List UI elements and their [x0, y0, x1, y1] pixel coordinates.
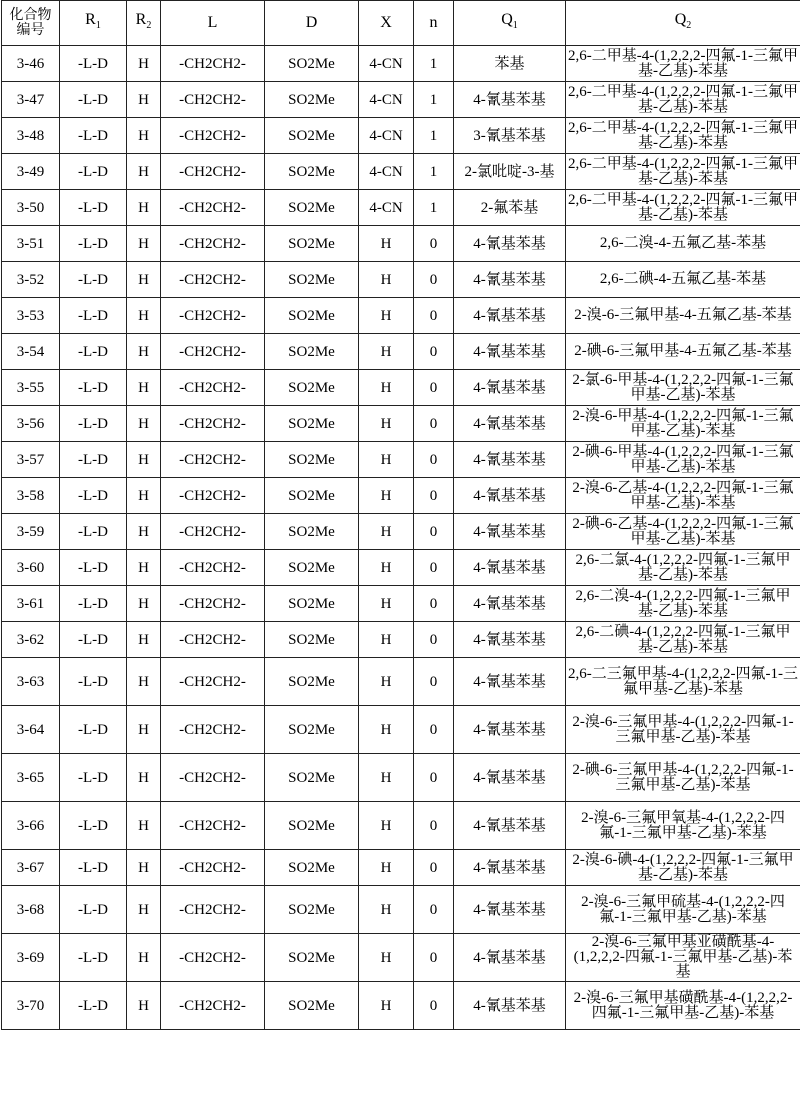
cell-n: 0: [414, 262, 454, 298]
cell-x: H: [359, 706, 414, 754]
cell-q2: 2,6-二甲基-4-(1,2,2,2-四氟-1-三氟甲基-乙基)-苯基: [566, 46, 800, 82]
cell-q1: 4-氰基苯基: [454, 406, 566, 442]
cell-compound-no: 3-46: [2, 46, 60, 82]
table-row: [2, 706, 800, 754]
cell-n: 0: [414, 982, 454, 1030]
cell-compound-no: 3-70: [2, 982, 60, 1030]
cell-l: -CH2CH2-: [161, 298, 265, 334]
cell-q2: 2,6-二甲基-4-(1,2,2,2-四氟-1-三氟甲基-乙基)-苯基: [566, 118, 800, 154]
header-d: D: [265, 1, 359, 46]
table-row: [2, 622, 800, 658]
cell-l: -CH2CH2-: [161, 190, 265, 226]
cell-l: -CH2CH2-: [161, 478, 265, 514]
cell-r1: -L-D: [60, 658, 127, 706]
cell-d: SO2Me: [265, 226, 359, 262]
cell-r2: H: [127, 226, 161, 262]
cell-n: 0: [414, 334, 454, 370]
cell-x: H: [359, 622, 414, 658]
cell-r2: H: [127, 706, 161, 754]
table-row: [2, 334, 800, 370]
cell-q1: 4-氰基苯基: [454, 226, 566, 262]
header-q1: Q1: [454, 1, 566, 46]
cell-q2: 2,6-二碘-4-五氟乙基-苯基: [566, 262, 800, 298]
cell-l: -CH2CH2-: [161, 586, 265, 622]
cell-r1: -L-D: [60, 586, 127, 622]
cell-r1: -L-D: [60, 514, 127, 550]
table-row: [2, 442, 800, 478]
cell-x: H: [359, 442, 414, 478]
header-row: [2, 1, 800, 46]
cell-x: H: [359, 886, 414, 934]
cell-q2: 2-溴-6-乙基-4-(1,2,2,2-四氟-1-三氟甲基-乙基)-苯基: [566, 478, 800, 514]
cell-n: 0: [414, 586, 454, 622]
cell-x: H: [359, 586, 414, 622]
cell-r1: -L-D: [60, 802, 127, 850]
cell-q2: 2,6-二氯-4-(1,2,2,2-四氟-1-三氟甲基-乙基)-苯基: [566, 550, 800, 586]
cell-d: SO2Me: [265, 550, 359, 586]
cell-d: SO2Me: [265, 754, 359, 802]
cell-l: -CH2CH2-: [161, 442, 265, 478]
cell-r2: H: [127, 262, 161, 298]
cell-r2: H: [127, 82, 161, 118]
cell-q2: 2-溴-6-甲基-4-(1,2,2,2-四氟-1-三氟甲基-乙基)-苯基: [566, 406, 800, 442]
cell-r2: H: [127, 370, 161, 406]
cell-q1: 4-氰基苯基: [454, 478, 566, 514]
cell-q2: 2,6-二甲基-4-(1,2,2,2-四氟-1-三氟甲基-乙基)-苯基: [566, 190, 800, 226]
cell-compound-no: 3-54: [2, 334, 60, 370]
cell-d: SO2Me: [265, 982, 359, 1030]
cell-r2: H: [127, 982, 161, 1030]
table-row: [2, 262, 800, 298]
cell-compound-no: 3-56: [2, 406, 60, 442]
cell-r2: H: [127, 934, 161, 982]
table-row: [2, 982, 800, 1030]
header-l: L: [161, 1, 265, 46]
cell-n: 0: [414, 706, 454, 754]
cell-compound-no: 3-57: [2, 442, 60, 478]
cell-n: 0: [414, 886, 454, 934]
cell-r2: H: [127, 442, 161, 478]
cell-n: 0: [414, 550, 454, 586]
cell-n: 0: [414, 370, 454, 406]
cell-r2: H: [127, 622, 161, 658]
table-row: [2, 298, 800, 334]
cell-d: SO2Me: [265, 442, 359, 478]
cell-l: -CH2CH2-: [161, 82, 265, 118]
cell-d: SO2Me: [265, 622, 359, 658]
cell-q2: 2-溴-6-三氟甲基-4-(1,2,2,2-四氟-1-三氟甲基-乙基)-苯基: [566, 706, 800, 754]
table-row: [2, 934, 800, 982]
cell-d: SO2Me: [265, 478, 359, 514]
cell-r1: -L-D: [60, 706, 127, 754]
cell-l: -CH2CH2-: [161, 262, 265, 298]
cell-n: 1: [414, 154, 454, 190]
cell-compound-no: 3-50: [2, 190, 60, 226]
cell-r1: -L-D: [60, 478, 127, 514]
cell-q1: 4-氰基苯基: [454, 622, 566, 658]
table-row: [2, 118, 800, 154]
table-row: [2, 154, 800, 190]
cell-r1: -L-D: [60, 442, 127, 478]
cell-l: -CH2CH2-: [161, 118, 265, 154]
cell-d: SO2Me: [265, 850, 359, 886]
cell-q1: 4-氰基苯基: [454, 754, 566, 802]
cell-q1: 4-氰基苯基: [454, 514, 566, 550]
cell-q1: 2-氯吡啶-3-基: [454, 154, 566, 190]
cell-r1: -L-D: [60, 982, 127, 1030]
cell-q2: 2,6-二三氟甲基-4-(1,2,2,2-四氟-1-三氟甲基-乙基)-苯基: [566, 658, 800, 706]
header-q2: Q2: [566, 1, 800, 46]
cell-r2: H: [127, 550, 161, 586]
cell-r2: H: [127, 298, 161, 334]
cell-r1: -L-D: [60, 370, 127, 406]
cell-l: -CH2CH2-: [161, 334, 265, 370]
cell-l: -CH2CH2-: [161, 514, 265, 550]
cell-d: SO2Me: [265, 886, 359, 934]
cell-l: -CH2CH2-: [161, 622, 265, 658]
cell-d: SO2Me: [265, 118, 359, 154]
table-row: [2, 370, 800, 406]
table-row: [2, 658, 800, 706]
cell-q1: 4-氰基苯基: [454, 982, 566, 1030]
table-row: [2, 478, 800, 514]
cell-n: 0: [414, 298, 454, 334]
cell-q2: 2,6-二溴-4-五氟乙基-苯基: [566, 226, 800, 262]
cell-x: 4-CN: [359, 118, 414, 154]
cell-l: -CH2CH2-: [161, 886, 265, 934]
table-row: [2, 550, 800, 586]
cell-q1: 4-氰基苯基: [454, 370, 566, 406]
cell-n: 1: [414, 46, 454, 82]
cell-r1: -L-D: [60, 118, 127, 154]
cell-compound-no: 3-60: [2, 550, 60, 586]
table-row: [2, 406, 800, 442]
cell-q2: 2-氯-6-甲基-4-(1,2,2,2-四氟-1-三氟甲基-乙基)-苯基: [566, 370, 800, 406]
cell-r2: H: [127, 334, 161, 370]
cell-l: -CH2CH2-: [161, 658, 265, 706]
table-row: [2, 886, 800, 934]
cell-d: SO2Me: [265, 154, 359, 190]
cell-l: -CH2CH2-: [161, 982, 265, 1030]
header-n: n: [414, 1, 454, 46]
cell-r1: -L-D: [60, 934, 127, 982]
cell-r1: -L-D: [60, 550, 127, 586]
cell-d: SO2Me: [265, 802, 359, 850]
cell-q2: 2,6-二碘-4-(1,2,2,2-四氟-1-三氟甲基-乙基)-苯基: [566, 622, 800, 658]
cell-q2: 2,6-二溴-4-(1,2,2,2-四氟-1-三氟甲基-乙基)-苯基: [566, 586, 800, 622]
cell-x: H: [359, 334, 414, 370]
header-r2: R2: [127, 1, 161, 46]
cell-l: -CH2CH2-: [161, 550, 265, 586]
cell-q2: 2,6-二甲基-4-(1,2,2,2-四氟-1-三氟甲基-乙基)-苯基: [566, 82, 800, 118]
table-row: [2, 226, 800, 262]
cell-q2: 2-碘-6-甲基-4-(1,2,2,2-四氟-1-三氟甲基-乙基)-苯基: [566, 442, 800, 478]
cell-l: -CH2CH2-: [161, 226, 265, 262]
cell-d: SO2Me: [265, 658, 359, 706]
cell-r1: -L-D: [60, 850, 127, 886]
cell-q1: 4-氰基苯基: [454, 442, 566, 478]
cell-compound-no: 3-62: [2, 622, 60, 658]
cell-d: SO2Me: [265, 514, 359, 550]
cell-r2: H: [127, 154, 161, 190]
cell-r2: H: [127, 886, 161, 934]
cell-d: SO2Me: [265, 190, 359, 226]
cell-q1: 4-氰基苯基: [454, 550, 566, 586]
cell-q1: 4-氰基苯基: [454, 586, 566, 622]
cell-compound-no: 3-55: [2, 370, 60, 406]
cell-x: H: [359, 934, 414, 982]
cell-r2: H: [127, 46, 161, 82]
cell-q2: 2-溴-6-三氟甲基亚磺酰基-4-(1,2,2,2-四氟-1-三氟甲基-乙基)-苯基: [566, 934, 800, 982]
cell-q1: 4-氰基苯基: [454, 658, 566, 706]
cell-q1: 4-氰基苯基: [454, 886, 566, 934]
cell-q1: 苯基: [454, 46, 566, 82]
table-row: [2, 190, 800, 226]
cell-n: 0: [414, 514, 454, 550]
cell-n: 0: [414, 478, 454, 514]
cell-q2: 2-溴-6-碘-4-(1,2,2,2-四氟-1-三氟甲基-乙基)-苯基: [566, 850, 800, 886]
cell-n: 0: [414, 802, 454, 850]
cell-d: SO2Me: [265, 370, 359, 406]
cell-d: SO2Me: [265, 934, 359, 982]
table-row: [2, 802, 800, 850]
cell-n: 0: [414, 850, 454, 886]
cell-compound-no: 3-61: [2, 586, 60, 622]
cell-r1: -L-D: [60, 406, 127, 442]
cell-x: 4-CN: [359, 190, 414, 226]
cell-n: 1: [414, 118, 454, 154]
cell-l: -CH2CH2-: [161, 754, 265, 802]
table-row: [2, 586, 800, 622]
header-x: X: [359, 1, 414, 46]
header-r1: R1: [60, 1, 127, 46]
cell-r2: H: [127, 586, 161, 622]
cell-x: H: [359, 982, 414, 1030]
cell-r2: H: [127, 190, 161, 226]
table-row: [2, 514, 800, 550]
cell-r2: H: [127, 514, 161, 550]
cell-x: H: [359, 370, 414, 406]
cell-n: 0: [414, 754, 454, 802]
cell-r2: H: [127, 802, 161, 850]
cell-l: -CH2CH2-: [161, 706, 265, 754]
cell-q1: 4-氰基苯基: [454, 334, 566, 370]
cell-x: H: [359, 550, 414, 586]
cell-compound-no: 3-66: [2, 802, 60, 850]
cell-x: 4-CN: [359, 82, 414, 118]
cell-compound-no: 3-49: [2, 154, 60, 190]
cell-compound-no: 3-52: [2, 262, 60, 298]
cell-r1: -L-D: [60, 334, 127, 370]
table-row: [2, 850, 800, 886]
cell-compound-no: 3-68: [2, 886, 60, 934]
cell-compound-no: 3-63: [2, 658, 60, 706]
cell-compound-no: 3-48: [2, 118, 60, 154]
cell-compound-no: 3-67: [2, 850, 60, 886]
cell-compound-no: 3-69: [2, 934, 60, 982]
cell-compound-no: 3-59: [2, 514, 60, 550]
cell-n: 0: [414, 934, 454, 982]
cell-d: SO2Me: [265, 46, 359, 82]
cell-q1: 3-氰基苯基: [454, 118, 566, 154]
cell-r2: H: [127, 478, 161, 514]
cell-r1: -L-D: [60, 262, 127, 298]
cell-q2: 2-碘-6-三氟甲基-4-(1,2,2,2-四氟-1-三氟甲基-乙基)-苯基: [566, 754, 800, 802]
cell-l: -CH2CH2-: [161, 850, 265, 886]
table-row: [2, 82, 800, 118]
cell-l: -CH2CH2-: [161, 934, 265, 982]
cell-n: 1: [414, 82, 454, 118]
cell-x: H: [359, 754, 414, 802]
cell-q1: 4-氰基苯基: [454, 706, 566, 754]
cell-compound-no: 3-53: [2, 298, 60, 334]
cell-q2: 2-碘-6-三氟甲基-4-五氟乙基-苯基: [566, 334, 800, 370]
cell-x: H: [359, 514, 414, 550]
cell-q1: 4-氰基苯基: [454, 262, 566, 298]
cell-d: SO2Me: [265, 334, 359, 370]
cell-r1: -L-D: [60, 754, 127, 802]
cell-d: SO2Me: [265, 262, 359, 298]
cell-l: -CH2CH2-: [161, 370, 265, 406]
cell-q1: 4-氰基苯基: [454, 82, 566, 118]
cell-x: H: [359, 406, 414, 442]
cell-compound-no: 3-58: [2, 478, 60, 514]
cell-q2: 2-碘-6-乙基-4-(1,2,2,2-四氟-1-三氟甲基-乙基)-苯基: [566, 514, 800, 550]
cell-x: H: [359, 226, 414, 262]
cell-r1: -L-D: [60, 298, 127, 334]
cell-compound-no: 3-64: [2, 706, 60, 754]
cell-l: -CH2CH2-: [161, 802, 265, 850]
cell-r1: -L-D: [60, 886, 127, 934]
cell-q2: 2,6-二甲基-4-(1,2,2,2-四氟-1-三氟甲基-乙基)-苯基: [566, 154, 800, 190]
cell-compound-no: 3-51: [2, 226, 60, 262]
header-compound-no: 化合物编号: [2, 1, 60, 46]
cell-n: 0: [414, 226, 454, 262]
cell-r1: -L-D: [60, 190, 127, 226]
cell-q2: 2-溴-6-三氟甲硫基-4-(1,2,2,2-四氟-1-三氟甲基-乙基)-苯基: [566, 886, 800, 934]
compound-table: [1, 0, 800, 1030]
cell-q1: 2-氟苯基: [454, 190, 566, 226]
cell-r1: -L-D: [60, 46, 127, 82]
cell-n: 0: [414, 406, 454, 442]
cell-q1: 4-氰基苯基: [454, 298, 566, 334]
cell-d: SO2Me: [265, 706, 359, 754]
cell-x: H: [359, 658, 414, 706]
cell-l: -CH2CH2-: [161, 46, 265, 82]
cell-r1: -L-D: [60, 622, 127, 658]
cell-x: H: [359, 262, 414, 298]
cell-q1: 4-氰基苯基: [454, 802, 566, 850]
cell-l: -CH2CH2-: [161, 406, 265, 442]
cell-r1: -L-D: [60, 154, 127, 190]
cell-n: 0: [414, 658, 454, 706]
cell-x: H: [359, 478, 414, 514]
cell-d: SO2Me: [265, 406, 359, 442]
cell-r2: H: [127, 850, 161, 886]
cell-r1: -L-D: [60, 82, 127, 118]
cell-q1: 4-氰基苯基: [454, 934, 566, 982]
cell-r1: -L-D: [60, 226, 127, 262]
table-row: [2, 754, 800, 802]
table-body: [2, 46, 800, 1030]
cell-x: H: [359, 298, 414, 334]
cell-d: SO2Me: [265, 298, 359, 334]
cell-x: 4-CN: [359, 46, 414, 82]
cell-q2: 2-溴-6-三氟甲氧基-4-(1,2,2,2-四氟-1-三氟甲基-乙基)-苯基: [566, 802, 800, 850]
cell-r2: H: [127, 658, 161, 706]
cell-d: SO2Me: [265, 82, 359, 118]
cell-r2: H: [127, 754, 161, 802]
cell-d: SO2Me: [265, 586, 359, 622]
cell-n: 1: [414, 190, 454, 226]
cell-r2: H: [127, 406, 161, 442]
cell-l: -CH2CH2-: [161, 154, 265, 190]
cell-q1: 4-氰基苯基: [454, 850, 566, 886]
cell-compound-no: 3-65: [2, 754, 60, 802]
cell-compound-no: 3-47: [2, 82, 60, 118]
cell-x: H: [359, 802, 414, 850]
cell-r2: H: [127, 118, 161, 154]
cell-q2: 2-溴-6-三氟甲基-4-五氟乙基-苯基: [566, 298, 800, 334]
cell-n: 0: [414, 622, 454, 658]
cell-x: H: [359, 850, 414, 886]
cell-q2: 2-溴-6-三氟甲基磺酰基-4-(1,2,2,2-四氟-1-三氟甲基-乙基)-苯基: [566, 982, 800, 1030]
table-row: [2, 46, 800, 82]
cell-x: 4-CN: [359, 154, 414, 190]
cell-n: 0: [414, 442, 454, 478]
